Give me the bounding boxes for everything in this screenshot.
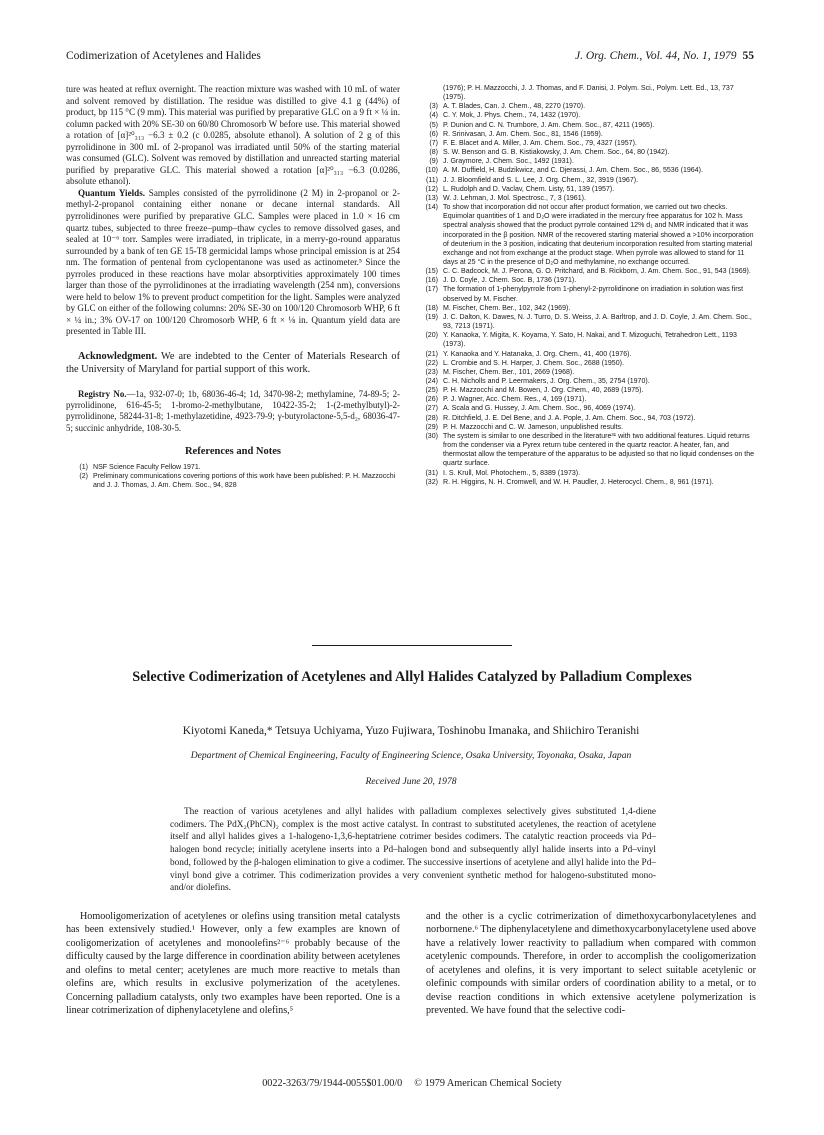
registry-heading: Registry No. [78,388,127,399]
reference-text: (1976); P. H. Mazzocchi, J. J. Thomas, and F. Danisi, J. Polym. Sci., Polym. Lett. Ed., 13, 737 (1975). [443,85,734,102]
reference-number: (10) [425,167,438,175]
reference-text: J. J. Bloomfield and S. L. Lee, J. Org. Chem., 32, 3919 (1967). [443,176,639,184]
right-column [416,84,756,487]
reference-item [416,359,756,368]
reference-text: F. E. Blacet and A. Miller, J. Am. Chem. Soc., 79, 4327 (1957). [443,139,637,147]
reference-number: (13) [425,194,438,202]
reference-text: Y. Kanaoka and Y. Hatanaka, J. Org. Chem., 41, 400 (1976). [443,350,632,358]
reference-number: (7) [429,139,438,147]
quantum-yields-paragraph [66,188,400,338]
reference-text: Preliminary communications covering portions of this work have been published: P. H. Mazzocchi and J. J. Thomas, J. Am. Chem. Soc., 94, 828 [93,473,396,490]
copyright: © 1979 American Chemical Society [414,1078,562,1089]
reference-item [416,139,756,148]
reference-text: The formation of 1-phenylpyrrole from 1-phenyl-2-pyrrolidinone on irradiation in solution was first observed by M. Fischer. [443,286,744,303]
reference-number: (31) [425,469,438,477]
reference-number: (11) [425,176,438,184]
reference-item [416,368,756,377]
reference-text: M. Fischer, Chem. Ber., 102, 342 (1969). [443,304,571,312]
reference-text: The system is similar to one described in the literature³¹ with two additional features. Liquid returns from the condenser via a Pyrex return tube centered in the quartz reactor. A heater, fan, and thermostat allow the temperature of the apparatus to be adjusted so that no liquid condenses on the quartz surface. [443,432,755,468]
reference-text: S. W. Benson and G. B. Kistiakowsky, J. Am. Chem. Soc., 64, 80 (1942). [443,149,670,157]
reference-text: J. D. Coyle, J. Chem. Soc. B, 1736 (1971). [443,277,577,285]
section-divider [312,645,512,646]
registry-numbers [66,389,400,434]
reference-item [416,285,756,303]
reference-item [416,267,756,276]
reference-text: A. T. Blades, Can. J. Chem., 48, 2270 (1970). [443,103,586,111]
acknowledgment-heading: Acknowledgment. [78,351,158,363]
reference-number: (28) [425,414,438,422]
reference-number: (8) [429,149,438,157]
reference-text: P. J. Wagner, Acc. Chem. Res., 4, 169 (1971). [443,396,587,404]
reference-item [416,166,756,175]
received-date: Received June 20, 1978 [365,776,457,787]
reference-number: (14) [425,204,438,212]
reference-item [416,194,756,203]
reference-number: (4) [429,112,438,120]
reference-number: (29) [425,423,438,431]
reference-text: R. Ditchfield, J. E. Del Bene, and J. A. Pople, J. Am. Chem. Soc., 94, 703 (1972). [443,414,696,422]
reference-number: (12) [425,185,438,193]
reference-text: C. Y. Mok, J. Phys. Chem., 74, 1432 (1970). [443,112,581,120]
left-column [66,84,400,490]
page-footer [0,1078,824,1089]
running-header: Codimerization of Acetylenes and Halides [66,50,261,62]
reference-text: M. Fischer, Chem. Ber., 101, 2669 (1968). [443,368,575,376]
reference-number: (21) [425,350,438,358]
article-authors: Kiyotomi Kaneda,* Tetsuya Uchiyama, Yuzo Fujiwara, Toshinobu Imanaka, and Shiichiro Teranishi [182,725,640,737]
article-code: 0022-3263/79/1944-0055$01.00/0 [262,1078,403,1089]
reference-text: L. Crombie and S. H. Harper, J. Chem. Soc., 2688 (1950). [443,359,624,367]
reference-text: A. M. Duffield, H. Budzikwicz, and C. Djerassi, J. Am. Chem. Soc., 86, 5536 (1964). [443,167,703,175]
reference-item [416,185,756,194]
reference-text: L. Rudolph and D. Vaclav, Chem. Listy, 51, 139 (1957). [443,185,615,193]
reference-number: (3) [429,103,438,111]
reference-item [416,121,756,130]
reference-number: (16) [425,277,438,285]
reference-item [66,463,400,472]
reference-number: (18) [425,304,438,312]
abstract: The reaction of various acetylenes and allyl halides with palladium complexes selectively gives substituted 1,4-diene codimers. The PdX₂(PhCN)₂ complex is the most active catalyst. In contrast to substituted acetylenes, the reaction of acetylene itself and allyl halides gives a 1-halogeno-1,3,6-heptatriene cotrimer besides codimers. The catalytic reaction proceeds via Pd–halogen bond recycle; initially acetylene inserts into a Pd–halogen bond and subsequently allyl halide inserts into a Pd–vinyl bond, followed by the β-halogen elimination to give a codimer. The successive insertions of acetylene and allyl halide into the Pd–vinyl bond give a cotrimer. This codimerization provides a very convenient synthetic method for halogeno-substituted mono- and/or diolefins. [170,807,656,894]
introduction-left: Homooligomerization of acetylenes or olefins using transition metal catalysts has been extensively studied.¹ However, only a few examples are known of cooligomerization of acetylenes and monoolefins²⁻⁶ probably because of the difficulty caused by the large difference in coordination ability between acetylenes and olefins to metal center; acetylenes are much more reactive to metals than olefins are, which results in exclusive polymerization of the acetylenes. Concerning palladium catalysts, only two examples have been reported. One is a linear cotrimerization of diphenylacetylene and olefins,⁵ [66,911,400,1016]
reference-number: (24) [425,378,438,385]
references-heading: References and Notes [184,445,282,457]
author-affiliation: Department of Chemical Engineering, Faculty of Engineering Science, Osaka University, Toyonaka, Osaka, Japan [190,750,632,761]
acknowledgment-text: We are indebted to the Center of Materials Research of the University of Maryland for partial support of this work. [66,351,400,376]
reference-number: (9) [429,158,438,166]
reference-number: (22) [425,359,438,367]
reference-item [416,148,756,157]
reference-number: (23) [425,368,438,376]
reference-number: (20) [425,332,438,340]
reference-text: Y. Kanaoka, Y. Migita, K. Koyama, Y. Sato, H. Nakai, and T. Mizoguchi, Tetrahedron Lett., 1193 (1973). [443,332,737,349]
reference-text: W. J. Lehman, J. Mol. Spectrosc., 7, 3 (1961). [443,194,586,202]
reference-item [416,203,756,267]
reference-number: (6) [429,130,438,138]
reference-item [416,350,756,359]
introduction-right: and the other is a cyclic cotrimerization of dimethoxycarbonylacetylenes and norbornene.⁶ The diphenylacetylene and dimethoxycarbonylacetylene used above have a relatively lower reactivity to palladium when compared with common acetylenic compounds. Therefore, in order to accomplish the cooligomerization of acetylenes and olefins, it is very important to select suitable acetylenic or olefinic compounds with similar orders of coordination ability to a metal, or to devise reaction conditions in which extensive acetylene polymerization is prevented. We have found that the selective codi- [426,911,756,1016]
reference-item [66,472,400,490]
reference-item [416,377,756,386]
article-title: Selective Codimerization of Acetylenes and Allyl Halides Catalyzed by Palladium Complexes [132,669,692,685]
reference-item [416,414,756,423]
quantum-yields-heading: Quantum Yields. [78,187,146,198]
reference-text: A. Scala and G. Hussey, J. Am. Chem. Soc., 96, 4069 (1974). [443,405,636,413]
journal-name: J. Org. Chem., Vol. 44, No. 1, 1979 [574,50,737,62]
reference-text: J. C. Dalton, K. Dawes, N. J. Turro, D. S. Weiss, J. A. Barltrop, and J. D. Coyle, J. Am. Chem. Soc., 93, 7213 (1971). [443,313,752,331]
reference-number: (32) [425,478,438,486]
quantum-yields-text: Samples consisted of the pyrrolidinone (2 M) in 2-propanol or 2-methyl-2-propanol containing either nonane or decane internal standards. All pyrrolidinones were purified by preparative GLC. Samples were placed in 1.0 × 16 cm quartz tubes, subjected to three freeze–pump–thaw cycles to remove dissolved gases, and sealed at 10⁻⁶ torr. Samples were irradiated, in triplicate, in a merry-go-round apparatus surrounded by a bank of ten GE 15-T8 germicidal lamps whose principal emission is at 254 nm. The formation of pentenal from cyclopentanone was used as actinometer.⁵ Since the pyrroles produced in these reactions have molar absorptivities approximately 100 times larger than those of the pyrrolidinones at the irradiating wavelength (254 nm), conversions were held to below 1% to prevent product competition for the light. Samples were analyzed by GLC on either of the following columns: 20% SE-30 on 100/120 Chromosorb WHP, 6 ft × ¼ in.; 3% OV-17 on 100/120 Chromosorb WHP, 6 ft × ⅛ in. Quantum yield data are presented in Table III. [66,187,400,337]
acknowledgment [66,350,400,377]
reference-text: P. Dunion and C. N. Trumbore, J. Am. Chem. Soc., 87, 4211 (1965). [443,121,655,129]
reference-item [416,176,756,185]
reference-text: C. H. Nicholls and P. Leermakers, J. Org. Chem., 35, 2754 (1970). [443,378,650,385]
journal-citation [575,50,754,62]
reference-item [416,386,756,395]
reference-number: (5) [429,121,438,129]
reference-item [416,111,756,120]
experimental-paragraph: ture was heated at reflux overnight. The reaction mixture was washed with 10 mL of water and solvent removed by distillation. The residue was distilled to give 4.1 g (44%) of product, bp 115 °C (9 mm). This material was purified by preparative GLC on a 9 ft × ¼ in. column packed with 20% SE-30 on 60/80 Chromosorb W before use. This material showed a rotation of [α]²⁰₃₁₃ −6.3 ± 0.2 (c 0.0285, absolute ethanol). A solution of 2 g of this pyrrolidinone in 300 mL of 2-propanol was irradiated until 50% of the starting material was consumed (GLC). Solvent was removed by distillation and unreacted starting material purified by preparative GLC. This material showed a rotation [α]²⁰₃₁₃ −6.3 (0.0286, absolute ethanol). [66,84,400,187]
references-list-right [416,84,756,487]
reference-number: (19) [425,313,438,321]
reference-text: P. H. Mazzocchi and C. W. Jameson, unpublished results. [443,423,624,431]
reference-number: (1) [79,463,88,471]
reference-number: (17) [425,286,438,294]
reference-item [416,331,756,349]
reference-text: P. H. Mazzocchi and M. Bowen, J. Org. Chem., 40, 2689 (1975). [443,387,644,395]
reference-item [416,84,756,102]
reference-number: (27) [425,405,438,413]
reference-item [416,313,756,331]
reference-text: I. S. Krull, Mol. Photochem., 5, 8389 (1973). [443,469,581,477]
reference-item [416,157,756,166]
page-number: 55 [742,50,754,62]
reference-number [416,84,443,102]
reference-text: R. H. Higgins, N. H. Cromwell, and W. H. Paudler, J. Heterocycl. Chem., 8, 961 (1971). [443,478,714,486]
reference-item [416,276,756,285]
reference-item [416,478,756,487]
reference-text: R. Srinivasan, J. Am. Chem. Soc., 81, 1546 (1959). [443,130,603,138]
reference-number: (30) [425,432,438,440]
reference-text: NSF Science Faculty Fellow 1971. [93,463,201,471]
reference-text: C. C. Badcock, M. J. Perona, G. O. Pritchard, and B. Rickborn, J. Am. Chem. Soc., 91, 543 (1969). [443,268,751,276]
reference-item [416,432,756,469]
registry-text: —1a, 932-07-0; 1b, 68036-46-4; 1d, 3470-98-2; methylamine, 74-89-5; 2-pyrrolidinone, 616-45-5; 1-bromo-2-methylbutane, 10422-35-2; 1-(2-methylbutyl)-2-pyrrolidinone, 58244-31-8; 1-methylazetidine, 4923-79-9; γ-butyrolactone-5,5-d₂, 68036-47-5; succinic anhydride, 108-30-5. [66,388,400,433]
reference-number: (25) [425,387,438,395]
reference-text: To show that incorporation did not occur after product formation, we carried out two checks. Equimolar quantities of 1 and D₂O were irradiated in the mercury free apparatus for 102 h. Mass spectral analysis showed that the product pyrrole contained 12% d₁ and NMR indicated that it was incorporated in the β position. NMR of the recovered starting material showed a >10% incorporation of deuterium in the 3 position, indicating that deuterium incorporation resulted from starting material exchange and not from exchange at the product stage. When pyrrole was allowed to stand for 11 days at 25 °C in the presence of D₂O and methylamine, no exchange occurred. [443,204,754,266]
reference-number: (15) [425,268,438,276]
reference-item [416,423,756,432]
reference-item [416,304,756,313]
references-list-left [66,463,400,490]
reference-item [416,404,756,413]
reference-number: (2) [79,473,88,481]
reference-item [416,130,756,139]
reference-item [416,469,756,478]
reference-number: (26) [425,396,438,404]
reference-item [416,395,756,404]
reference-item [416,102,756,111]
reference-text: J. Graymore, J. Chem. Soc., 1492 (1931). [443,158,574,166]
